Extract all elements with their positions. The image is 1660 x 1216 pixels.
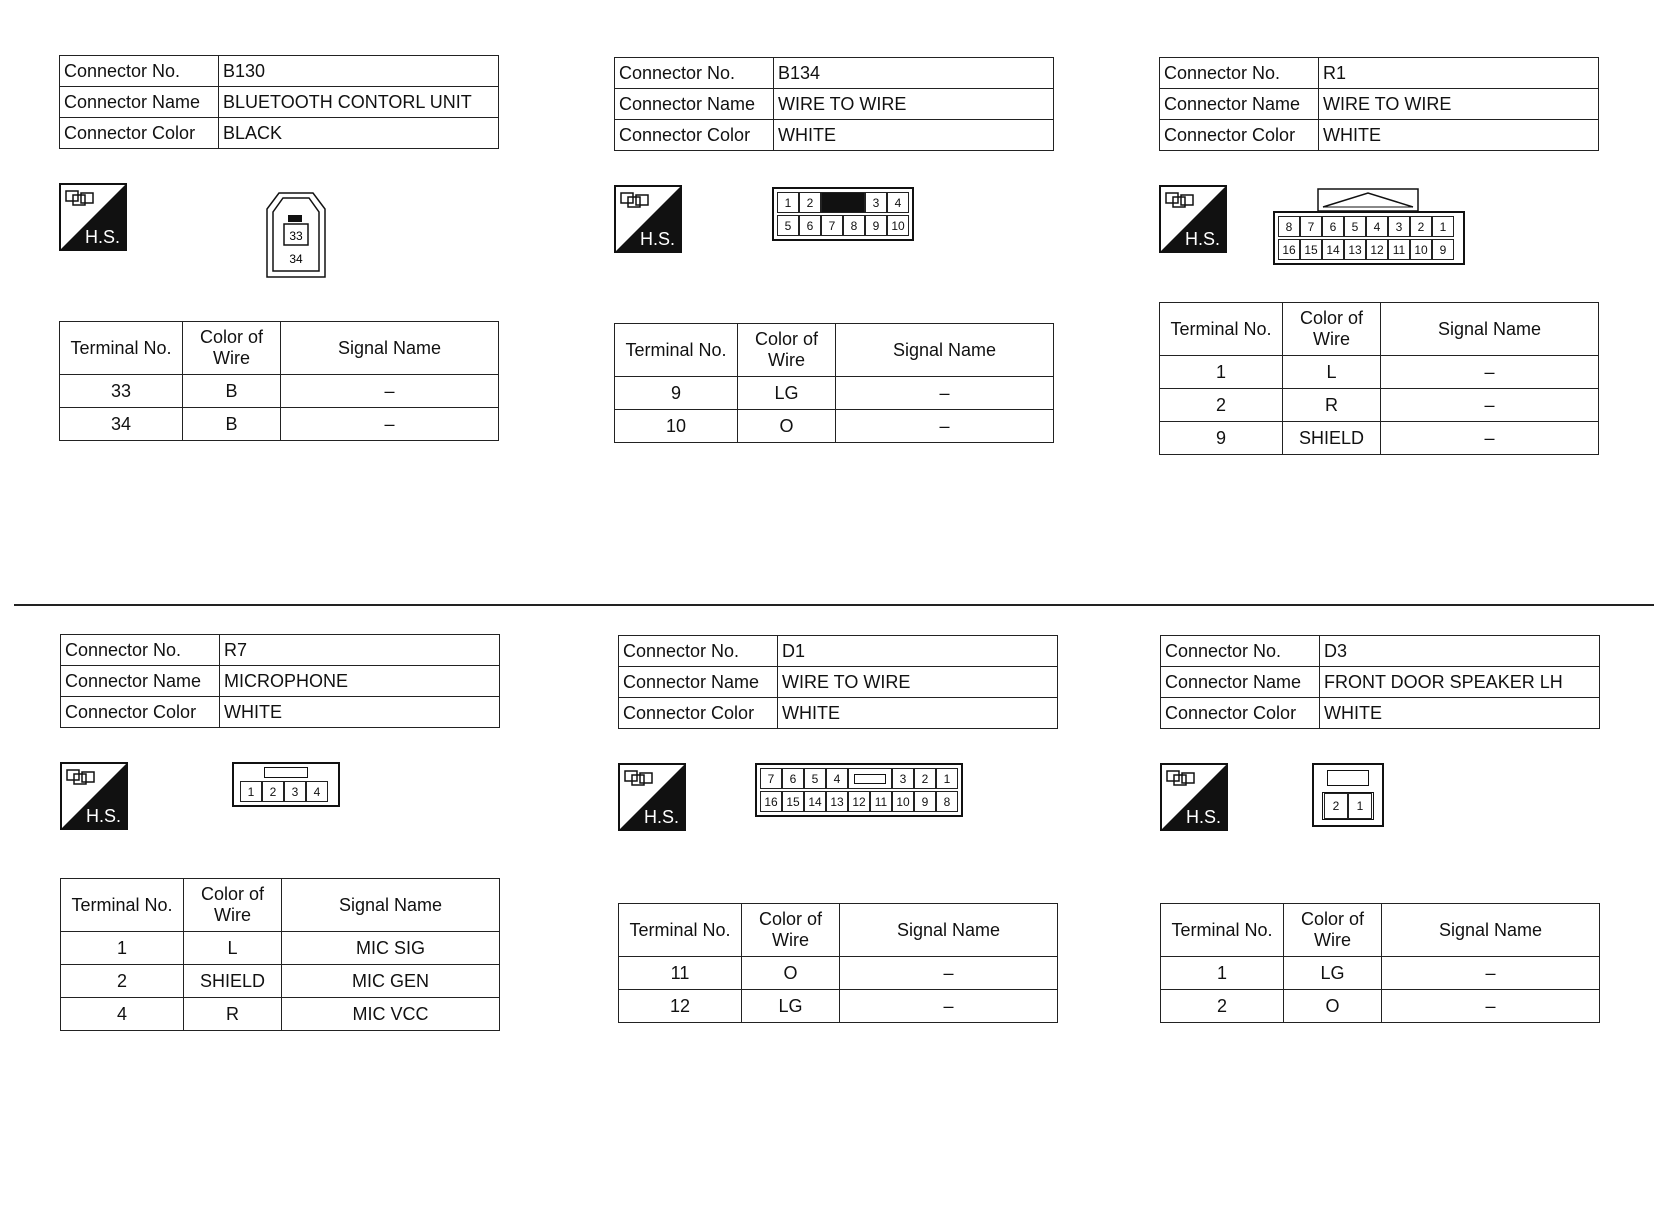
wire-cell: B: [183, 408, 281, 441]
wire-cell: LG: [738, 377, 836, 410]
signal-cell: –: [1382, 957, 1600, 990]
connector-name-value: WIRE TO WIRE: [778, 667, 1058, 698]
table-row: [61, 932, 500, 965]
hs-icon: [60, 762, 128, 830]
signal-cell: –: [840, 957, 1058, 990]
terminal-label: 14: [1322, 239, 1344, 260]
terminal-label: 12: [1366, 239, 1388, 260]
terminal-label: 6: [782, 768, 804, 789]
terminal-cell: 9: [615, 377, 738, 410]
hs-icon: [1159, 185, 1227, 253]
signal-cell: –: [1381, 422, 1599, 455]
terminal-label: 15: [782, 791, 804, 812]
connector-no-label: Connector No.: [1161, 636, 1320, 667]
hs-icon: [1160, 763, 1228, 831]
connector-color-label: Connector Color: [615, 120, 774, 151]
connector-name-label: Connector Name: [60, 87, 219, 118]
signal-cell: MIC SIG: [282, 932, 500, 965]
terminal-label-6: 6: [799, 215, 821, 236]
connector-lock-key: [264, 767, 308, 778]
color-of-wire-header: Color of Wire: [738, 324, 836, 377]
terminal-cell: 2: [61, 965, 184, 998]
terminal-table: [1159, 302, 1599, 455]
terminal-label-34: 34: [289, 252, 303, 266]
signal-cell: –: [1382, 990, 1600, 1023]
table-row: [615, 410, 1054, 443]
terminal-label-10: 10: [887, 215, 909, 236]
connector-no-value: B130: [219, 56, 499, 87]
connector-color-label: Connector Color: [60, 118, 219, 149]
terminal-no-header: Terminal No.: [1160, 303, 1283, 356]
connector-face-r7: [232, 762, 340, 807]
terminal-table: [1160, 903, 1600, 1023]
connector-lock-tab: [1273, 187, 1467, 211]
connector-panel-r7: [60, 634, 500, 1024]
terminal-label: 3: [284, 781, 306, 802]
connector-name-value: WIRE TO WIRE: [1319, 89, 1599, 120]
signal-cell: –: [836, 377, 1054, 410]
terminal-label: 4: [826, 768, 848, 789]
terminal-label: 3: [892, 768, 914, 789]
terminal-label: 2: [262, 781, 284, 802]
connector-no-value: D1: [778, 636, 1058, 667]
section-divider: [14, 604, 1654, 606]
table-row: [1161, 957, 1600, 990]
terminal-label: 10: [892, 791, 914, 812]
terminal-label: 6: [1322, 216, 1344, 237]
terminal-label: 13: [826, 791, 848, 812]
terminal-cell: 9: [1160, 422, 1283, 455]
signal-cell: –: [836, 410, 1054, 443]
connector-no-label: Connector No.: [61, 635, 220, 666]
terminal-label: 1: [1348, 793, 1372, 819]
terminal-cell: 1: [1161, 957, 1284, 990]
terminal-table: [618, 903, 1058, 1023]
terminal-label-7: 7: [821, 215, 843, 236]
color-of-wire-header: Color of Wire: [1284, 904, 1382, 957]
wire-cell: SHIELD: [184, 965, 282, 998]
terminal-table: [60, 878, 500, 1031]
terminal-label: 9: [1432, 239, 1454, 260]
wire-cell: O: [742, 957, 840, 990]
connector-lock-key: [821, 192, 865, 213]
table-row: [619, 957, 1058, 990]
color-of-wire-header: Color of Wire: [742, 904, 840, 957]
connector-face-b134: [772, 187, 914, 241]
connector-no-value: B134: [774, 58, 1054, 89]
table-row: [1160, 389, 1599, 422]
connector-color-label: Connector Color: [61, 697, 220, 728]
connector-color-value: WHITE: [778, 698, 1058, 729]
terminal-label: 4: [1366, 216, 1388, 237]
color-of-wire-header: Color of Wire: [183, 322, 281, 375]
terminal-label: 1: [1432, 216, 1454, 237]
connector-name-value: BLUETOOTH CONTORL UNIT: [219, 87, 499, 118]
terminal-cell: 1: [61, 932, 184, 965]
connector-face-d1: [755, 763, 963, 817]
terminal-label-1: 1: [777, 192, 799, 213]
wire-cell: LG: [742, 990, 840, 1023]
connector-panel-d1: [618, 635, 1058, 1016]
terminal-label-2: 2: [799, 192, 821, 213]
signal-cell: MIC VCC: [282, 998, 500, 1031]
terminal-label: 11: [1388, 239, 1410, 260]
signal-cell: –: [281, 375, 499, 408]
hs-label: H.S.: [1186, 807, 1222, 827]
terminal-label: 13: [1344, 239, 1366, 260]
terminal-cell: 33: [60, 375, 183, 408]
terminal-label: 15: [1300, 239, 1322, 260]
terminal-label: 16: [1278, 239, 1300, 260]
table-row: [61, 998, 500, 1031]
terminal-label: 3: [1388, 216, 1410, 237]
hs-label: H.S.: [85, 227, 121, 247]
connector-info-table: [614, 57, 1054, 151]
signal-name-header: Signal Name: [1381, 303, 1599, 356]
hs-icon: [618, 763, 686, 831]
connector-color-label: Connector Color: [619, 698, 778, 729]
connector-info-table: [618, 635, 1058, 729]
connector-name-value: MICROPHONE: [220, 666, 500, 697]
terminal-label-8: 8: [843, 215, 865, 236]
terminal-label: 16: [760, 791, 782, 812]
table-row: [1160, 356, 1599, 389]
wire-cell: L: [184, 932, 282, 965]
connector-name-value: FRONT DOOR SPEAKER LH: [1320, 667, 1600, 698]
connector-color-value: WHITE: [1320, 698, 1600, 729]
signal-cell: –: [1381, 356, 1599, 389]
terminal-label: 2: [914, 768, 936, 789]
signal-cell: –: [840, 990, 1058, 1023]
connector-name-label: Connector Name: [619, 667, 778, 698]
terminal-label: 10: [1410, 239, 1432, 260]
terminal-label: 1: [240, 781, 262, 802]
terminal-cell: 12: [619, 990, 742, 1023]
terminal-label: 14: [804, 791, 826, 812]
connector-color-label: Connector Color: [1161, 698, 1320, 729]
signal-name-header: Signal Name: [281, 322, 499, 375]
terminal-label: 5: [1344, 216, 1366, 237]
terminal-cell: 2: [1161, 990, 1284, 1023]
terminal-label: 2: [1324, 793, 1348, 819]
signal-cell: –: [281, 408, 499, 441]
terminal-label: 4: [306, 781, 328, 802]
connector-info-table: [1160, 635, 1600, 729]
connector-no-value: R1: [1319, 58, 1599, 89]
hs-icon: [59, 183, 127, 251]
connector-no-label: Connector No.: [60, 56, 219, 87]
signal-name-header: Signal Name: [1382, 904, 1600, 957]
terminal-label: 5: [804, 768, 826, 789]
signal-name-header: Signal Name: [840, 904, 1058, 957]
signal-name-header: Signal Name: [282, 879, 500, 932]
wire-cell: LG: [1284, 957, 1382, 990]
terminal-no-header: Terminal No.: [61, 879, 184, 932]
wire-cell: O: [738, 410, 836, 443]
connector-panel-b134: [614, 57, 1054, 436]
connector-lock-key: [848, 768, 892, 789]
table-row: [1161, 990, 1600, 1023]
wire-cell: B: [183, 375, 281, 408]
terminal-label-3: 3: [865, 192, 887, 213]
terminal-no-header: Terminal No.: [619, 904, 742, 957]
terminal-label: 1: [936, 768, 958, 789]
connector-info-table: [60, 634, 500, 728]
terminal-no-header: Terminal No.: [60, 322, 183, 375]
table-row: [619, 990, 1058, 1023]
table-row: [60, 408, 499, 441]
terminal-label-5: 5: [777, 215, 799, 236]
table-row: [61, 965, 500, 998]
connector-color-label: Connector Color: [1160, 120, 1319, 151]
table-row: [1160, 422, 1599, 455]
color-of-wire-header: Color of Wire: [184, 879, 282, 932]
terminal-cell: 1: [1160, 356, 1283, 389]
wire-cell: SHIELD: [1283, 422, 1381, 455]
connector-name-label: Connector Name: [1161, 667, 1320, 698]
terminal-label-33: 33: [289, 229, 303, 243]
connector-color-value: WHITE: [220, 697, 500, 728]
terminal-label-4: 4: [887, 192, 909, 213]
connector-name-label: Connector Name: [615, 89, 774, 120]
connector-panel-r1: [1159, 57, 1599, 448]
connector-no-value: D3: [1320, 636, 1600, 667]
connector-no-label: Connector No.: [615, 58, 774, 89]
terminal-table: [614, 323, 1054, 443]
wire-cell: R: [1283, 389, 1381, 422]
connector-face-r1: [1273, 187, 1467, 265]
connector-no-value: R7: [220, 635, 500, 666]
terminal-label: 9: [914, 791, 936, 812]
connector-name-label: Connector Name: [61, 666, 220, 697]
hs-label: H.S.: [86, 806, 122, 826]
terminal-cell: 34: [60, 408, 183, 441]
wire-cell: R: [184, 998, 282, 1031]
connector-panel-b130: [59, 55, 499, 434]
connector-color-value: WHITE: [774, 120, 1054, 151]
hs-label: H.S.: [644, 807, 680, 827]
connector-face-d3: [1312, 763, 1384, 827]
terminal-label: 8: [1278, 216, 1300, 237]
table-row: [60, 375, 499, 408]
signal-cell: MIC GEN: [282, 965, 500, 998]
terminal-cell: 10: [615, 410, 738, 443]
connector-face-b130: [263, 191, 329, 279]
connector-no-label: Connector No.: [619, 636, 778, 667]
signal-name-header: Signal Name: [836, 324, 1054, 377]
terminal-label: 2: [1410, 216, 1432, 237]
connector-no-label: Connector No.: [1160, 58, 1319, 89]
terminal-cell: 4: [61, 998, 184, 1031]
wire-cell: O: [1284, 990, 1382, 1023]
terminal-no-header: Terminal No.: [1161, 904, 1284, 957]
terminal-cell: 2: [1160, 389, 1283, 422]
connector-info-table: [59, 55, 499, 149]
connector-name-value: WIRE TO WIRE: [774, 89, 1054, 120]
table-row: [615, 377, 1054, 410]
connector-color-value: WHITE: [1319, 120, 1599, 151]
terminal-label: 11: [870, 791, 892, 812]
hs-label: H.S.: [640, 229, 676, 249]
hs-icon: [614, 185, 682, 253]
connector-panel-d3: [1160, 635, 1600, 1016]
terminal-label: 12: [848, 791, 870, 812]
terminal-label: 8: [936, 791, 958, 812]
wire-cell: L: [1283, 356, 1381, 389]
terminal-no-header: Terminal No.: [615, 324, 738, 377]
color-of-wire-header: Color of Wire: [1283, 303, 1381, 356]
terminal-table: [59, 321, 499, 441]
terminal-label: 7: [760, 768, 782, 789]
terminal-cell: 11: [619, 957, 742, 990]
hs-label: H.S.: [1185, 229, 1221, 249]
terminal-label-9: 9: [865, 215, 887, 236]
terminal-label: 7: [1300, 216, 1322, 237]
connector-info-table: [1159, 57, 1599, 151]
signal-cell: –: [1381, 389, 1599, 422]
connector-color-value: BLACK: [219, 118, 499, 149]
connector-lock-key: [1327, 770, 1369, 786]
connector-name-label: Connector Name: [1160, 89, 1319, 120]
